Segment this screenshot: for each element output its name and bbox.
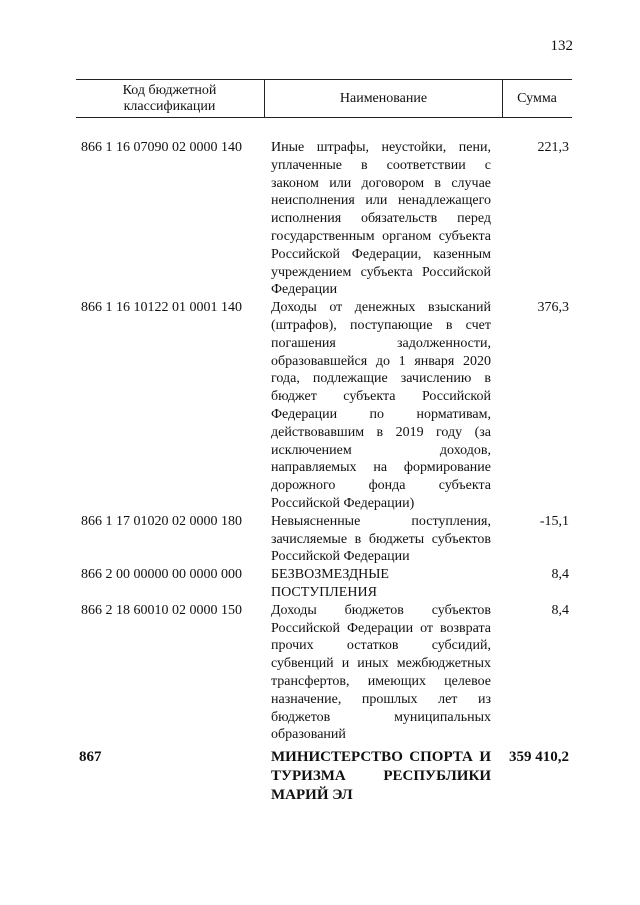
row-name: МИНИСТЕРСТВО СПОРТА И ТУРИЗМА РЕСПУБЛИКИ МАРИЙ ЭЛ bbox=[271, 749, 491, 804]
header-amount: Сумма bbox=[517, 90, 557, 106]
table-row bbox=[76, 139, 572, 299]
header-amount-cell bbox=[502, 80, 572, 117]
row-code: 866 1 16 10122 01 0001 140 bbox=[81, 300, 242, 316]
table-row bbox=[76, 299, 572, 513]
row-name: Невыясненные поступления, зачисляемые в бюджеты субъектов Российской Федерации bbox=[271, 513, 491, 565]
header-code: Код бюджетной классификации bbox=[122, 82, 217, 114]
row-amount: 221,3 bbox=[537, 140, 569, 155]
row-amount: -15,1 bbox=[539, 513, 569, 529]
table-header bbox=[76, 79, 572, 118]
header-name: Наименование bbox=[339, 90, 428, 106]
row-amount: 8,4 bbox=[551, 602, 569, 618]
header-code-cell bbox=[76, 80, 263, 117]
row-code: 866 2 00 00000 00 0000 000 bbox=[81, 567, 242, 583]
table-body bbox=[76, 139, 572, 805]
row-name: Доходы бюджетов субъектов Российской Федерации от возврата прочих остатков субсидий, субвенций и иных межбюджетных трансфертов, имеющих целевое назначение, прошлых лет из бюджетов муниципальных образований bbox=[271, 602, 491, 743]
row-code: 867 bbox=[79, 749, 102, 766]
row-amount: 376,3 bbox=[537, 300, 569, 316]
row-code: 866 1 17 01020 02 0000 180 bbox=[81, 513, 242, 529]
page-number: 132 bbox=[550, 38, 573, 54]
row-name: Иные штрафы, неустойки, пени, уплаченные в соответствии с законом или договором в случае неисполнения или ненадлежащего исполнения обязательств перед государственным органом субъекта Российской Федерации, казенным учреждением субъекта Российской Федерации bbox=[271, 140, 491, 298]
table-row-ministry bbox=[76, 748, 572, 805]
header-name-cell bbox=[264, 80, 503, 117]
table-row bbox=[76, 513, 572, 566]
row-name: БЕЗВОЗМЕЗДНЫЕ ПОСТУПЛЕНИЯ bbox=[271, 567, 389, 600]
row-amount: 359 410,2 bbox=[509, 749, 569, 766]
row-code: 866 2 18 60010 02 0000 150 bbox=[81, 602, 242, 618]
table-row bbox=[76, 566, 572, 602]
row-code: 866 1 16 07090 02 0000 140 bbox=[81, 140, 242, 155]
row-name: Доходы от денежных взысканий (штрафов), поступающие в счет погашения задолженности, образовавшейся до 1 января 2020 года, подлежащие зачислению в бюджет субъекта Российской Федерации по нормативам, действовавшим в 2019 году (за исключением доходов, направляемых на формирование дорожного фонда субъекта Российской Федерации) bbox=[271, 300, 491, 511]
row-amount: 8,4 bbox=[551, 567, 569, 583]
table-row bbox=[76, 602, 572, 744]
